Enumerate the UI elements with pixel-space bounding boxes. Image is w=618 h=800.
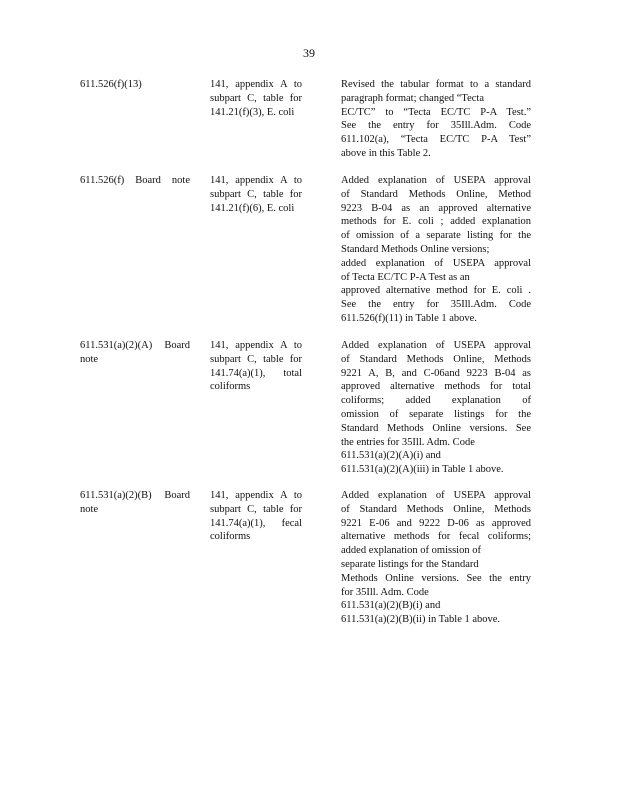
change-line: 9223 B-04 as an approved alternative <box>341 202 531 214</box>
change-line: 611.526(f)(11) in Table 1 above. <box>341 312 477 324</box>
section-line: note <box>80 503 99 515</box>
change-line: separate listings for the Standard <box>341 558 479 570</box>
reference-line: 141.21(f)(6), E. coli <box>210 202 295 214</box>
section-line: 611.526(f) Board note <box>80 175 190 186</box>
change-line: omission of separate listings for the <box>341 408 531 420</box>
reference-line: coliforms <box>210 531 251 543</box>
change-line: 611.531(a)(2)(B)(ii) in Table 1 above. <box>341 614 501 626</box>
change-line: 9221 A, B, and C-06and 9223 B-04 as <box>341 367 531 379</box>
section-cell <box>80 489 190 517</box>
change-line: 611.531(a)(2)(A)(iii) in Table 1 above. <box>341 464 504 476</box>
page-number: 39 <box>303 46 315 60</box>
change-line: EC/TC” to “Tecta EC/TC P-A Test.” <box>341 106 531 118</box>
change-line: for 35Ill. Adm. Code <box>341 586 429 598</box>
change-line: 611.102(a), “Tecta EC/TC P-A Test” <box>341 134 531 146</box>
change-line: Added explanation of USEPA approval <box>341 340 531 351</box>
reference-cell <box>210 78 302 119</box>
change-line: 611.531(a)(2)(B)(i) and <box>341 600 441 612</box>
reference-line: subpart C, table for <box>210 188 302 200</box>
change-line: added explanation of omission of <box>341 545 481 557</box>
change-line: Standard Methods Online versions. See <box>341 422 531 434</box>
reference-line: subpart C, table for <box>210 503 302 515</box>
reference-line: 141.21(f)(3), E. coli <box>210 106 295 118</box>
change-line: of Tecta EC/TC P-A Test as an <box>341 271 470 283</box>
change-line: alternative methods for fecal coliforms; <box>341 531 531 543</box>
reference-line: coliforms <box>210 381 251 393</box>
change-cell <box>341 78 531 161</box>
change-line: the entries for 35Ill. Adm. Code <box>341 436 475 448</box>
change-line: above in this Table 2. <box>341 147 431 159</box>
reference-line: 141, appendix A to <box>210 340 302 351</box>
section-line: 611.531(a)(2)(B) Board <box>80 490 190 501</box>
change-line: See the entry for 35Ill.Adm. Code <box>341 299 531 311</box>
section-cell <box>80 174 190 188</box>
change-line: approved alternative methods for total <box>341 381 531 393</box>
reference-cell <box>210 174 302 215</box>
change-line: Standard Methods Online versions; <box>341 243 490 255</box>
change-line: 611.531(a)(2)(A)(i) and <box>341 450 441 462</box>
reference-cell <box>210 489 302 544</box>
change-line: Revised the tabular format to a standard <box>341 79 531 90</box>
reference-line: subpart C, table for <box>210 353 302 365</box>
change-line: of Standard Methods Online, Methods <box>341 503 531 515</box>
change-line: Methods Online versions. See the entry <box>341 572 531 584</box>
reference-line: 141, appendix A to <box>210 79 302 90</box>
change-line: coliforms; added explanation of <box>341 395 531 407</box>
change-line: of Standard Methods Online, Method <box>341 188 531 200</box>
change-cell <box>341 489 531 627</box>
section-line: note <box>80 353 99 365</box>
change-line: Added explanation of USEPA approval <box>341 175 531 186</box>
reference-line: 141, appendix A to <box>210 490 302 501</box>
section-line: 611.531(a)(2)(A) Board <box>80 340 190 351</box>
change-line: added explanation of USEPA approval <box>341 257 531 269</box>
change-line: Added explanation of USEPA approval <box>341 490 531 501</box>
change-line: methods for E. coli ; added explanation <box>341 216 531 228</box>
reference-line: subpart C, table for <box>210 92 302 104</box>
reference-cell <box>210 339 302 394</box>
reference-line: 141.74(a)(1), fecal <box>210 517 302 529</box>
change-line: of omission of a separate listing for the <box>341 230 531 242</box>
section-cell <box>80 78 190 92</box>
section-line: 611.526(f)(13) <box>80 79 142 90</box>
section-cell <box>80 339 190 367</box>
change-line: approved alternative method for E. coli . <box>341 285 531 297</box>
change-cell <box>341 174 531 326</box>
change-line: See the entry for 35Ill.Adm. Code <box>341 120 531 132</box>
change-line: paragraph format; changed “Tecta <box>341 92 484 104</box>
reference-line: 141.74(a)(1), total <box>210 367 302 379</box>
change-line: 9221 E-06 and 9222 D-06 as approved <box>341 517 531 529</box>
reference-line: 141, appendix A to <box>210 175 302 186</box>
change-line: of Standard Methods Online, Methods <box>341 353 531 365</box>
change-cell <box>341 339 531 477</box>
